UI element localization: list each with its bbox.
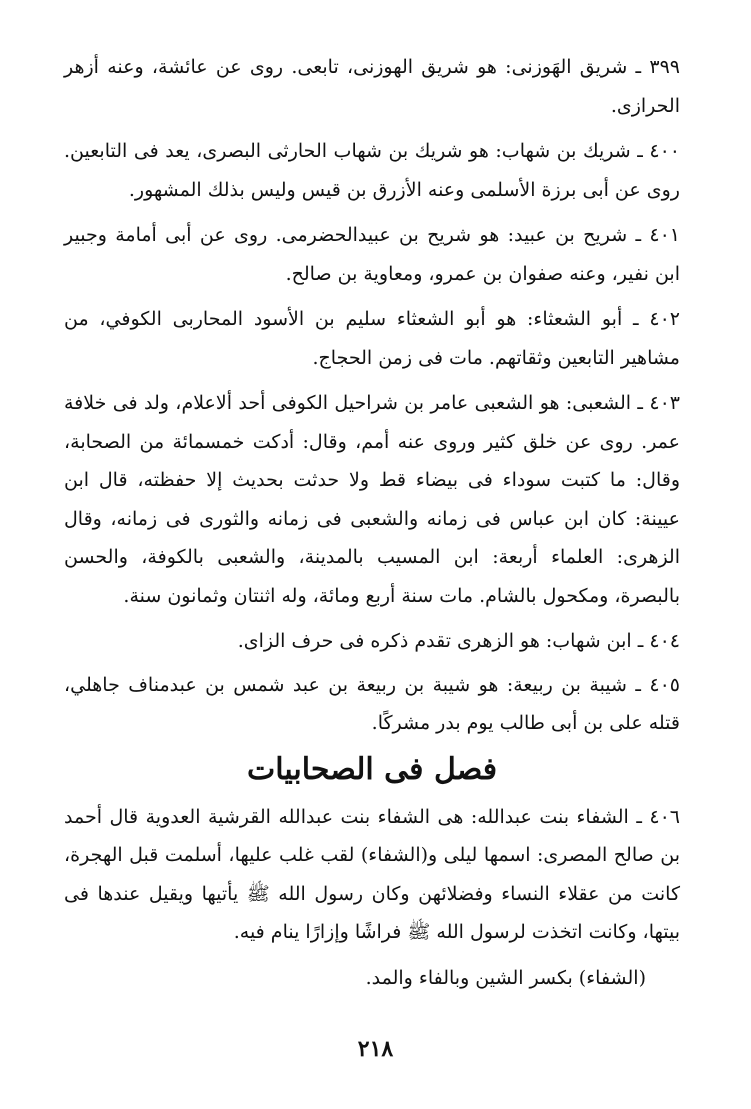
entry-406: ٤٠٦ ـ الشفاء بنت عبدالله: هى الشفاء بنت عبدالله القرشية العدوية قال أحمد بن صالح المصرى: اسمها ليلى و(الشفاء) لقب غلب عليها، أسلمت قبل الهجرة، كانت من عقلاء النساء وفضلائهن وكان رسول الله ﷺ يأتيها ويقيل عندها فى بيتها، وكانت اتخذت لرسول الله ﷺ فراشًا وإزارًا ينام فيه.	[64, 805, 680, 943]
section-heading: فصل فى الصحابيات	[246, 751, 498, 787]
entry-400: ٤٠٠ ـ شريك بن شهاب: هو شريك بن شهاب الحارثى البصرى، يعد فى التابعين. روى عن أبى برزة الأسلمى وعنه الأزرق بن قيس وليس بذلك المشهور.	[64, 140, 680, 201]
footnote: (الشفاء) بكسر الشين وبالفاء والمد.	[365, 966, 646, 989]
entry-404: ٤٠٤ ـ ابن شهاب: هو الزهرى تقدم ذكره فى حرف الزاى.	[237, 630, 680, 652]
page-body	[64, 48, 680, 997]
page-number: ٢١٨	[357, 1036, 394, 1062]
entry-401: ٤٠١ ـ شريح بن عبيد: هو شريح بن عبيدالحضرمى. روى عن أبى أمامة وجبير ابن نفير، وعنه صفوان بن عمرو، ومعاوية بن صالح.	[64, 224, 680, 285]
entry-403: ٤٠٣ ـ الشعبى: هو الشعبى عامر بن شراحيل الكوفى أحد ألاعلام، ولد فى خلافة عمر. روى عن خلق كثير وروى عنه أمم، وقال: أدكت خمسمائة من الصحابة، وقال: ما كتبت سوداء فى بيضاء قط ولا حدثت بحديث إلا حفظته، قال ابن عيينة: كان ابن عباس فى زمانه والشعبى فى زمانه والثورى فى زمانه، وقال الزهرى: العلماء أربعة: ابن المسيب بالمدينة، والشعبى بالكوفة، والحسن بالبصرة، ومكحول بالشام. مات سنة أربع ومائة، وله اثنتان وثمانون سنة.	[64, 392, 680, 607]
entry-399: ٣٩٩ ـ شريق الهَوزنى: هو شريق الهوزنى، تابعى. روى عن عائشة، وعنه أزهر الحرازى.	[64, 56, 680, 117]
entry-402: ٤٠٢ ـ أبو الشعثاء: هو أبو الشعثاء سليم بن الأسود المحاربى الكوفي، من مشاهير التابعين وثقاتهم. مات فى زمن الحجاج.	[64, 308, 680, 369]
entry-405: ٤٠٥ ـ شيبة بن ربيعة: هو شيبة بن ربيعة بن عبد شمس بن عبدمناف جاهلي، قتله على بن أبى طالب يوم بدر مشركًا.	[64, 673, 680, 734]
